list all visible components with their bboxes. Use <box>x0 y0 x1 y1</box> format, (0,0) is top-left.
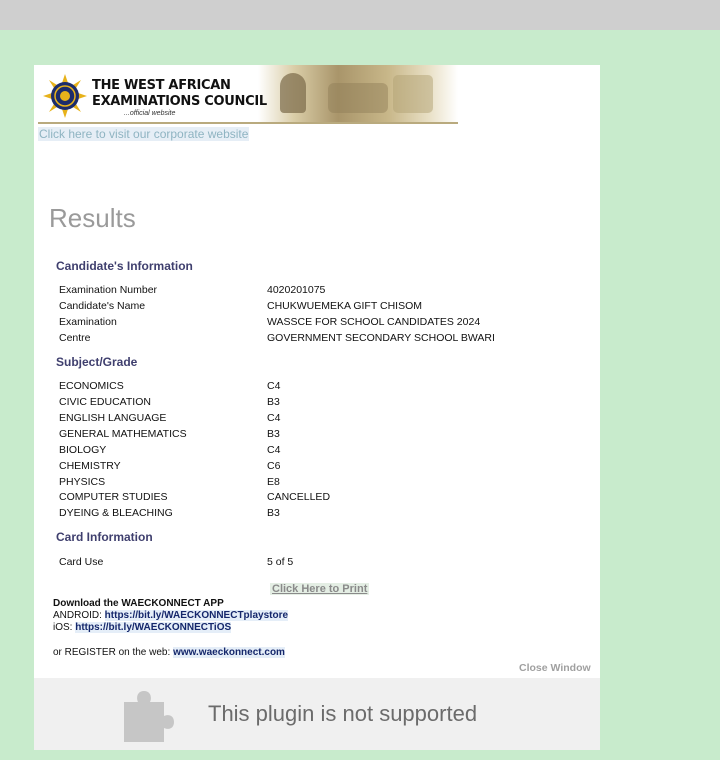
android-label: ANDROID: <box>53 610 105 621</box>
unsupported-plugin-placeholder <box>34 678 600 750</box>
subject-row <box>59 458 579 474</box>
subject-row <box>59 426 579 442</box>
subject-row <box>59 505 579 521</box>
subject-name: DYEING & BLEACHING <box>59 507 173 519</box>
subject-name: ENGLISH LANGUAGE <box>59 412 167 424</box>
subject-grade: C4 <box>267 444 281 456</box>
subject-grade: C6 <box>267 460 281 472</box>
row-value: CHUKWUEMEKA GIFT CHISOM <box>267 300 422 312</box>
subject-name: PHYSICS <box>59 476 106 488</box>
results-page <box>34 65 600 750</box>
row-label: Card Use <box>59 556 104 568</box>
subject-name: CIVIC EDUCATION <box>59 396 151 408</box>
browser-top-bar <box>0 0 720 30</box>
subject-grade: C4 <box>267 412 281 424</box>
subject-grade: B3 <box>267 396 280 408</box>
waec-logo-icon <box>42 73 88 119</box>
page-title: Results <box>49 203 136 233</box>
row-label: Candidate's Name <box>59 300 146 312</box>
subject-row <box>59 394 579 410</box>
org-name: THE WEST AFRICAN EXAMINATIONS COUNCIL <box>92 78 267 109</box>
candidate-row <box>59 282 579 298</box>
row-value: WASSCE FOR SCHOOL CANDIDATES 2024 <box>267 316 481 328</box>
print-link[interactable]: Click Here to Print <box>272 583 368 595</box>
candidate-row <box>59 330 579 346</box>
subject-row <box>59 474 579 490</box>
corporate-website-link[interactable]: Click here to visit our corporate website <box>39 127 249 141</box>
subject-grade: B3 <box>267 507 280 519</box>
register-label: or REGISTER on the web: <box>53 647 174 658</box>
row-value: 4020201075 <box>267 284 326 296</box>
card-row <box>59 554 579 570</box>
android-playstore-link[interactable]: https://bit.ly/WAECKONNECTplaystore <box>104 610 289 621</box>
ios-line <box>53 622 288 634</box>
subject-name: CHEMISTRY <box>59 460 121 472</box>
row-label: Centre <box>59 332 91 344</box>
candidate-row <box>59 314 579 330</box>
puzzle-piece-icon <box>116 682 182 748</box>
header-photo <box>258 65 458 123</box>
row-label: Examination <box>59 316 117 328</box>
row-label: Examination Number <box>59 284 158 296</box>
subject-grade: E8 <box>267 476 280 488</box>
waeckonnect-web-link[interactable]: www.waeckonnect.com <box>173 647 285 658</box>
subject-name: BIOLOGY <box>59 444 107 456</box>
subject-row <box>59 442 579 458</box>
ios-app-link[interactable]: https://bit.ly/WAECKONNECTiOS <box>75 622 232 633</box>
row-value: GOVERNMENT SECONDARY SCHOOL BWARI <box>267 332 495 344</box>
download-app-title: Download the WAECKONNECT APP <box>53 598 224 609</box>
subject-row <box>59 410 579 426</box>
subject-name: ECONOMICS <box>59 380 124 392</box>
android-line <box>53 610 288 622</box>
plugin-not-supported-message: This plugin is not supported <box>208 701 478 726</box>
candidate-row <box>59 298 579 314</box>
waec-header-banner <box>38 65 458 123</box>
register-line <box>53 647 285 658</box>
close-window-link[interactable]: Close Window <box>519 662 591 674</box>
subject-grade: C4 <box>267 380 281 392</box>
subject-name: COMPUTER STUDIES <box>59 491 168 503</box>
subject-row <box>59 378 579 394</box>
official-website-tagline: ...official website <box>124 110 176 117</box>
subject-grade-heading: Subject/Grade <box>56 355 138 369</box>
card-info-heading: Card Information <box>56 530 153 544</box>
download-app-block <box>53 598 288 634</box>
subject-grade: B3 <box>267 428 280 440</box>
banner-divider <box>38 122 458 124</box>
ios-label: iOS: <box>53 622 76 633</box>
candidate-info-heading: Candidate's Information <box>56 259 193 273</box>
subject-grade: CANCELLED <box>267 491 331 503</box>
subject-name: GENERAL MATHEMATICS <box>59 428 187 440</box>
row-value: 5 of 5 <box>267 556 294 568</box>
subject-row <box>59 489 579 505</box>
